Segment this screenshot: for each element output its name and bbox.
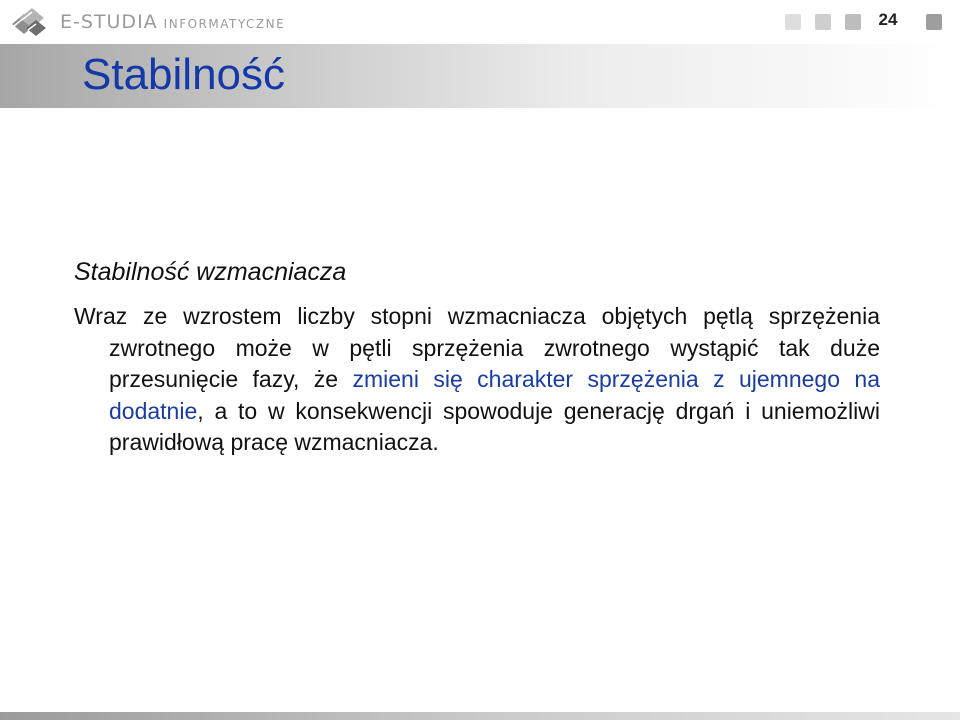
bottom-bar: [0, 712, 960, 720]
paragraph-text-end: , a to w konsekwencji spowoduje generację drgań i uniemożliwi prawidłową pracę wzmacniacza.: [109, 397, 880, 455]
nav-next-button[interactable]: [926, 14, 942, 30]
nav-first-button[interactable]: [785, 14, 801, 30]
body-paragraph: [74, 301, 880, 459]
slide-title: Stabilność: [82, 50, 286, 99]
nav-previous-button[interactable]: [815, 14, 831, 30]
brand-main: E-STUDIA: [60, 11, 158, 33]
brand-sub: INFORMATYCZNE: [163, 17, 286, 31]
slide-content: [74, 255, 880, 459]
slide-navigation: [0, 10, 960, 32]
paragraph-highlight: zmieni się charakter sprzężenia z ujemnego na dodatnie: [109, 366, 880, 424]
top-bar: [0, 0, 960, 44]
nav-back-button[interactable]: [845, 14, 861, 30]
paragraph-text-start: Wraz ze wzrostem liczby stopni wzmacniacza objętych pętlą sprzężenia zwrotnego może w pętli sprzężenia zwrotnego wystąpić tak duże przesunięcie fazy, że: [74, 303, 880, 392]
subheading: Stabilność wzmacniacza: [74, 258, 347, 286]
page-number: 24: [878, 10, 898, 29]
